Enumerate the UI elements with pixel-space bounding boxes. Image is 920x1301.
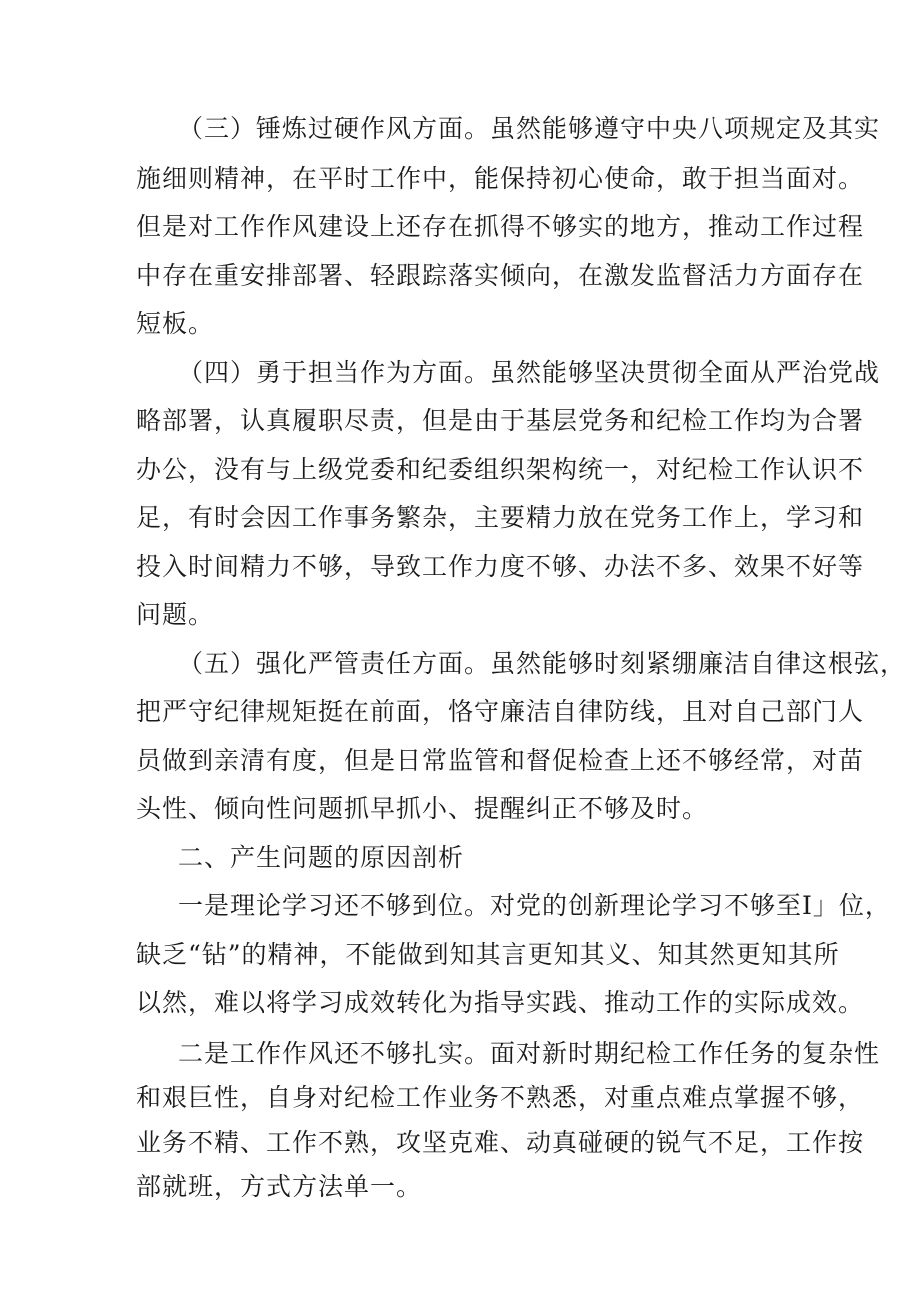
paragraph-4-line-4: 足，有时会因工作事务繁杂，主要精力放在党务工作上，学习和	[136, 503, 865, 532]
reason-2-line-1: 二是工作作风还不够扎实。面对新时期纪检工作任务的复杂性	[178, 1039, 881, 1068]
paragraph-5-line-1: （五）强化严管责任方面。虽然能够时刻紧绷廉洁自律这根弦，	[178, 649, 907, 678]
reason-1-line-2: 缺乏“钻”的精神，不能做到知其言更知其义、知其然更知其所	[136, 940, 840, 969]
paragraph-4-line-3: 办公，没有与上级党委和纪委组织架构统一，对纪检工作认识不	[136, 455, 865, 484]
reason-2-line-2: 和艰巨性，自身对纪检工作业务不熟悉，对重点难点掌握不够，	[136, 1083, 865, 1112]
paragraph-4-line-2: 略部署，认真履职尽责，但是由于基层党务和纪检工作均为合署	[136, 406, 865, 435]
paragraph-5-line-3: 员做到亲清有度，但是日常监管和督促检查上还不够经常，对苗	[136, 746, 865, 775]
paragraph-5-line-4: 头性、倾向性问题抓早抓小、提醒纠正不够及时。	[136, 794, 709, 823]
paragraph-3-line-1: （三）锤炼过硬作风方面。虽然能够遵守中央八项规定及其实	[178, 114, 881, 143]
reason-2-line-4: 部就班，方式方法单一。	[136, 1172, 423, 1201]
reason-2-line-3: 业务不精、工作不熟，攻坚克难、动真碰硬的锐气不足，工作按	[136, 1128, 865, 1157]
paragraph-3-line-3: 但是对工作作风建设上还存在抓得不够实的地方，推动工作过程	[136, 212, 865, 241]
paragraph-4-line-6: 问题。	[136, 600, 215, 629]
reason-1-line-1: 一是理论学习还不够到位。对党的创新理论学习不够至I」位，	[178, 891, 891, 920]
paragraph-4-line-5: 投入时间精力不够，导致工作力度不够、办法不多、效果不好等	[136, 552, 865, 581]
paragraph-3-line-4: 中存在重安排部署、轻跟踪落实倾向，在激发监督活力方面存在	[136, 261, 865, 290]
paragraph-3-line-5: 短板。	[136, 309, 215, 338]
section-heading: 二、产生问题的原因剖析	[178, 843, 465, 872]
paragraph-5-line-2: 把严守纪律规矩挺在前面，恪守廉洁自律防线，且对自己部门人	[136, 697, 865, 726]
paragraph-3-line-2: 施细则精神，在平时工作中，能保持初心使命，敢于担当面对。	[136, 164, 865, 193]
paragraph-4-line-1: （四）勇于担当作为方面。虽然能够坚决贯彻全面从严治党战	[178, 358, 881, 387]
reason-1-line-3: 以然，难以将学习成效转化为指导实践、推动工作的实际成效。	[136, 988, 865, 1017]
